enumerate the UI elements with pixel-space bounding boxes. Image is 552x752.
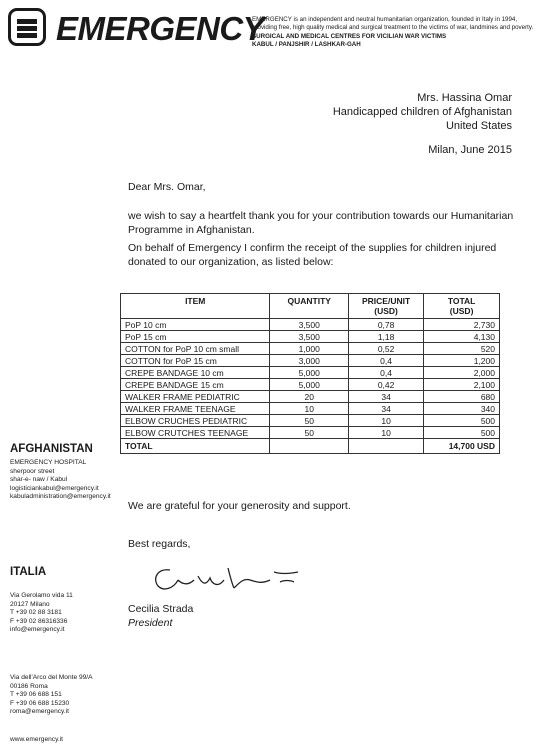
table-row xyxy=(121,403,500,415)
column-header: PRICE/UNIT (USD) xyxy=(348,294,423,319)
salutation: Dear Mrs. Omar, xyxy=(128,181,206,193)
total-cell: 340 xyxy=(424,403,500,415)
table-row xyxy=(121,427,500,439)
signature-icon xyxy=(148,558,308,598)
quantity-cell: 5,000 xyxy=(270,367,349,379)
supplies-table xyxy=(120,293,500,454)
table-row xyxy=(121,415,500,427)
quantity-cell: 5,000 xyxy=(270,379,349,391)
item-cell: WALKER FRAME PEDIATRIC xyxy=(121,391,270,403)
price-cell: 34 xyxy=(348,391,423,403)
paragraph-line: On behalf of Emergency I confirm the receipt of the supplies for children injured xyxy=(128,242,497,254)
column-header: TOTAL (USD) xyxy=(424,294,500,319)
recipient-country: United States xyxy=(445,120,512,132)
table-row xyxy=(121,367,500,379)
table-row xyxy=(121,391,500,403)
address-line: F +39 02 86316336 xyxy=(10,617,68,625)
item-cell: PoP 15 cm xyxy=(121,331,270,343)
recipient-name: Mrs. Hassina Omar xyxy=(417,92,512,104)
paragraph-line: donated to our organization, as listed below: xyxy=(128,255,334,268)
brand-name: EMERGENCY xyxy=(56,10,265,47)
total-cell: 500 xyxy=(424,427,500,439)
total-cell: 4,130 xyxy=(424,331,500,343)
price-cell: 0,4 xyxy=(348,367,423,379)
item-cell: ELBOW CRUTCHES TEENAGE xyxy=(121,427,270,439)
price-cell: 0,4 xyxy=(348,355,423,367)
quantity-cell: 3,500 xyxy=(270,319,349,331)
tagline-line: EMERGENCY is an independent and neutral humanitarian organization, founded in Italy in 1994, xyxy=(252,16,518,23)
table-header-row xyxy=(121,294,500,319)
price-cell: 0,42 xyxy=(348,379,423,391)
address-line: EMERGENCY HOSPITAL xyxy=(10,459,87,466)
table-row xyxy=(121,379,500,391)
quantity-cell: 20 xyxy=(270,391,349,403)
address-line: F +39 06 688 15230 xyxy=(10,699,70,707)
address-line: 00186 Roma xyxy=(10,682,48,690)
afghanistan-heading: AFGHANISTAN xyxy=(10,443,93,455)
signer-name: Cecilia Strada xyxy=(128,603,194,615)
price-cell: 34 xyxy=(348,403,423,415)
recipient-org: Handicapped children of Afghanistan xyxy=(332,106,512,118)
table-row xyxy=(121,343,500,355)
tagline xyxy=(252,16,548,49)
paragraph-1 xyxy=(128,210,513,237)
address-line: T +39 02 88 3181 xyxy=(10,609,62,617)
paragraph-line: we wish to say a heartfelt thank you for your contribution towards our Humanitarian xyxy=(128,210,514,222)
total-cell: 1,200 xyxy=(424,355,500,367)
quantity-cell: 3,500 xyxy=(270,331,349,343)
emergency-logo-icon xyxy=(8,8,46,46)
price-cell: 10 xyxy=(348,415,423,427)
item-cell: COTTON for PoP 15 cm xyxy=(121,355,270,367)
column-header: ITEM xyxy=(121,294,270,319)
address-line: T +39 06 688 151 xyxy=(10,691,62,699)
table-total-row xyxy=(121,439,500,454)
table-row xyxy=(121,355,500,367)
address-line: 20127 Milano xyxy=(10,600,50,608)
total-value: 14,700 USD xyxy=(424,439,500,454)
total-cell: 2,000 xyxy=(424,367,500,379)
total-cell: 520 xyxy=(424,343,500,355)
price-cell: 0,52 xyxy=(348,343,423,355)
address-line: sherpoor street xyxy=(10,467,55,475)
tagline-line: SURGICAL AND MEDICAL CENTRES FOR VICILIAN WAR VICTIMS xyxy=(252,32,447,40)
table-row xyxy=(121,331,500,343)
paragraph-2 xyxy=(128,242,496,269)
roma-address xyxy=(10,674,93,717)
closing: Best regards, xyxy=(128,538,191,550)
address-line: info@emergency.it xyxy=(10,626,65,634)
total-cell: 680 xyxy=(424,391,500,403)
price-cell: 0,78 xyxy=(348,319,423,331)
quantity-cell: 50 xyxy=(270,415,349,427)
item-cell: WALKER FRAME TEENAGE xyxy=(121,403,270,415)
address-line: roma@emergency.it xyxy=(10,708,69,716)
total-cell: 500 xyxy=(424,415,500,427)
quantity-cell: 10 xyxy=(270,403,349,415)
total-cell: 2,730 xyxy=(424,319,500,331)
price-cell: 10 xyxy=(348,427,423,439)
address-line: Via Gerolamo vida 11 xyxy=(10,592,73,599)
item-cell: COTTON for PoP 10 cm small xyxy=(121,343,270,355)
quantity-cell: 1,000 xyxy=(270,343,349,355)
item-cell: CREPE BANDAGE 10 cm xyxy=(121,367,270,379)
quantity-cell: 50 xyxy=(270,427,349,439)
website: www.emergency.it xyxy=(10,736,64,743)
total-cell: 2,100 xyxy=(424,379,500,391)
address-line: shar-e- naw / Kabul xyxy=(10,476,68,484)
tagline-line: providing free, high quality medical and surgical treatment to the victims of war, landmines and poverty. xyxy=(252,24,534,32)
address-line: logisticiankabul@emergency.it xyxy=(10,484,99,492)
column-header: QUANTITY xyxy=(270,294,349,319)
item-cell: CREPE BANDAGE 15 cm xyxy=(121,379,270,391)
milano-address xyxy=(10,592,73,635)
signer-title: President xyxy=(128,617,173,629)
total-label: TOTAL xyxy=(121,439,270,454)
item-cell: PoP 10 cm xyxy=(121,319,270,331)
table-row xyxy=(121,319,500,331)
grateful-line: We are grateful for your generosity and support. xyxy=(128,500,351,512)
address-line: kabuladministration@emergency.it xyxy=(10,493,111,501)
afghanistan-address xyxy=(10,459,111,502)
italia-heading: ITALIA xyxy=(10,566,47,578)
quantity-cell: 3,000 xyxy=(270,355,349,367)
price-cell: 1,18 xyxy=(348,331,423,343)
item-cell: ELBOW CRUCHES PEDIATRIC xyxy=(121,415,270,427)
tagline-line: KABUL / PANJSHIR / LASHKAR-GAH xyxy=(252,40,361,48)
letter-date: Milan, June 2015 xyxy=(428,144,512,156)
address-line: Via dell'Arco del Monte 99/A xyxy=(10,674,93,681)
paragraph-line: Programme in Afghanistan. xyxy=(128,223,255,236)
